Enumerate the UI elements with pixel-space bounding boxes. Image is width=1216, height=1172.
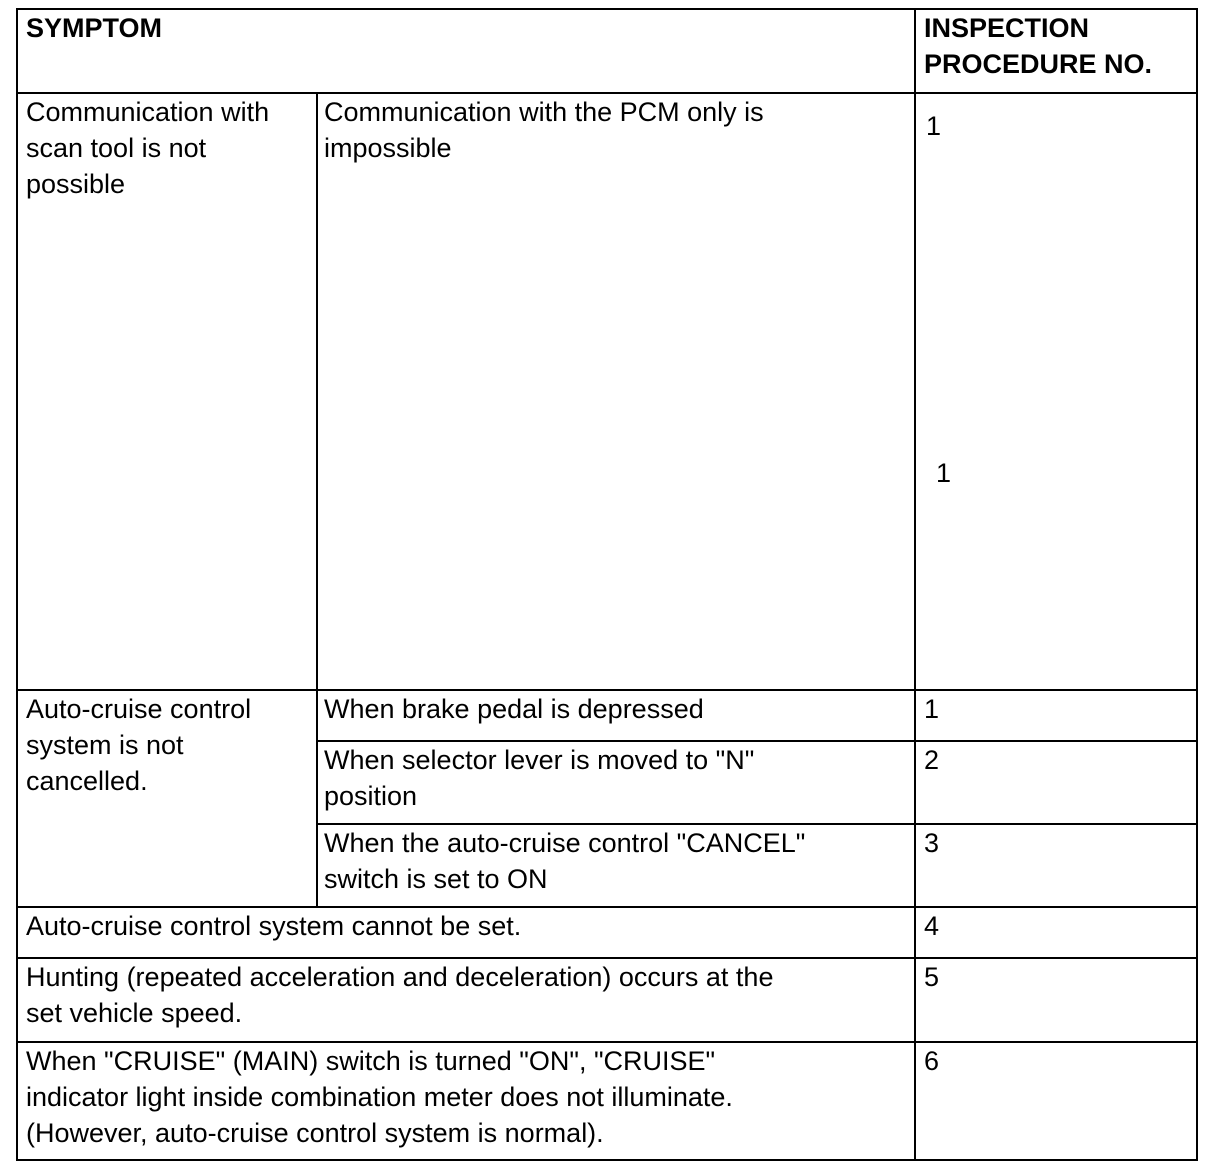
- header-symptom: SYMPTOM: [26, 13, 163, 43]
- symptom-cancel-switch: When the auto-cruise control "CANCEL" switch is set to ON: [324, 828, 806, 894]
- procedure-no-pcm-b: 1: [936, 458, 952, 488]
- symptom-pcm-only: Communication with the PCM only is impossible: [324, 97, 764, 163]
- symptom-group-not-cancelled: Auto-cruise control system is not cancelled.: [26, 694, 252, 796]
- procedure-no-pcm-a: 1: [926, 111, 942, 141]
- symptom-indicator-light: When "CRUISE" (MAIN) switch is turned "ON", "CRUISE" indicator light inside combination meter does not illuminate. (However, auto-cruise control system is normal).: [26, 1046, 733, 1148]
- procedure-no-indicator-light: 6: [924, 1046, 940, 1076]
- column-divider: [914, 10, 916, 1159]
- symptom-table: [16, 8, 1198, 1161]
- column-divider: [316, 92, 318, 908]
- symptom-hunting: Hunting (repeated acceleration and deceleration) occurs at the set vehicle speed.: [26, 962, 774, 1028]
- procedure-no-cannot-set: 4: [924, 911, 940, 941]
- procedure-no-selector-lever: 2: [924, 745, 940, 775]
- symptom-brake-pedal: When brake pedal is depressed: [324, 694, 704, 724]
- symptom-selector-lever: When selector lever is moved to "N" position: [324, 745, 755, 811]
- procedure-no-brake-pedal: 1: [924, 694, 940, 724]
- symptom-cannot-set: Auto-cruise control system cannot be set.: [26, 911, 522, 941]
- procedure-no-cancel-switch: 3: [924, 828, 940, 858]
- header-procedure: INSPECTION PROCEDURE NO.: [924, 13, 1153, 79]
- symptom-group-communication: Communication with scan tool is not possible: [26, 97, 270, 199]
- procedure-no-hunting: 5: [924, 962, 940, 992]
